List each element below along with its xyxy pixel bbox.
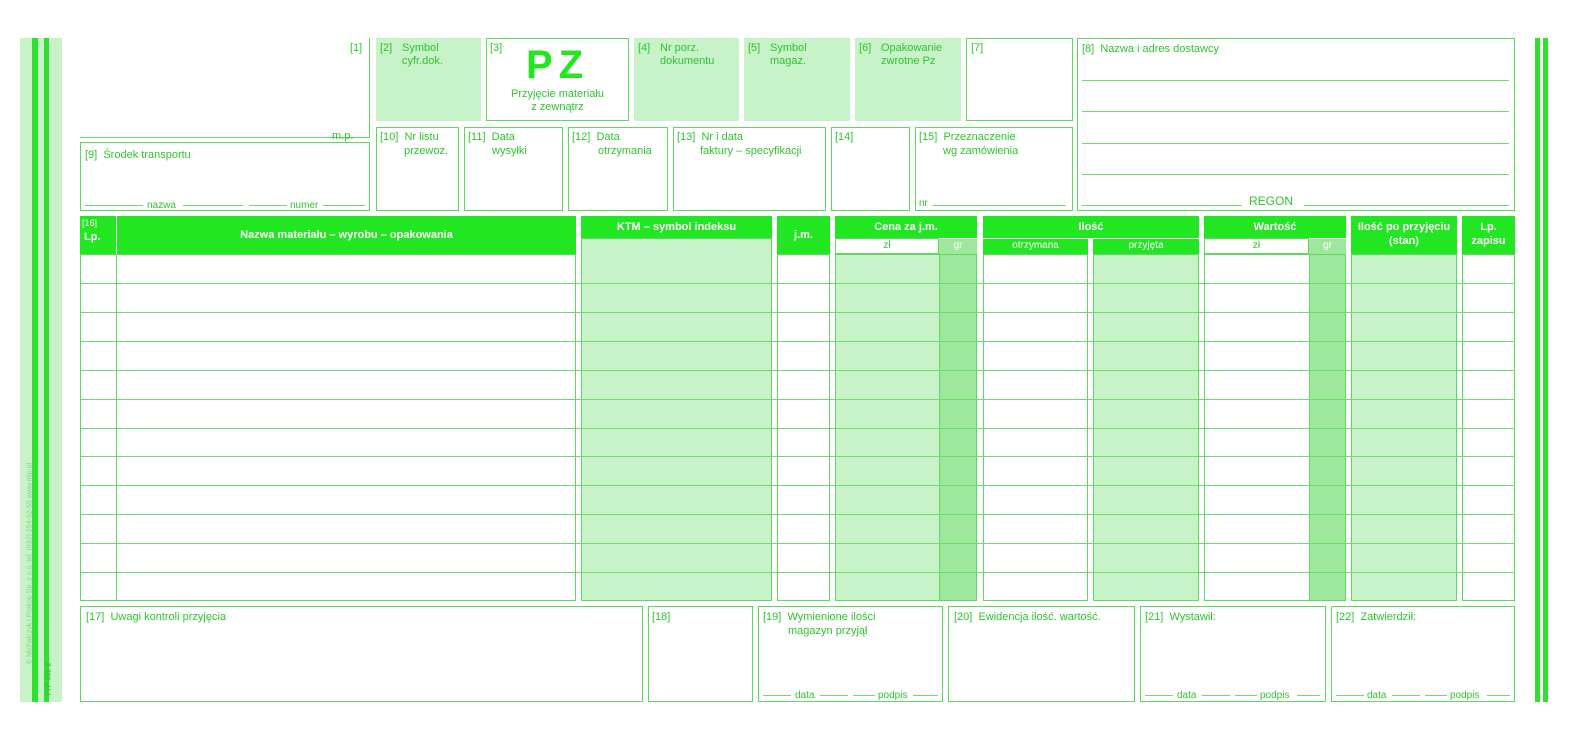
table-row[interactable] [80,428,1515,429]
table-row[interactable] [80,283,1515,284]
right-margin-bar [1535,38,1540,702]
form-type-code: TYP-302-2 [45,662,53,697]
col-header-ilosc: Ilość [983,216,1199,238]
table-row[interactable] [80,341,1515,342]
table-row[interactable] [80,370,1515,371]
table-row[interactable] [80,312,1515,313]
stamp-field[interactable] [80,38,370,138]
table-row[interactable] [80,543,1515,544]
table-row[interactable] [80,485,1515,486]
col-header-ktm: KTM – symbol indeksu [581,216,772,238]
col-header-wartosc: Wartość [1204,216,1346,238]
left-margin-bar [44,38,49,702]
col-header-cena: Cena za j.m. [835,216,977,238]
column-ktm [581,238,772,601]
side-copyright: © Michalczyk i Prokop Sp. z o.o. tel. (032) 254-92-55 www.mip.pl [26,462,34,665]
col-header-name: Nazwa materiału – wyrobu – opakowania [117,216,576,254]
table-row[interactable] [80,456,1515,457]
mp-label: m.p. [332,130,354,142]
document-subtitle-2: z zewnątrz [531,101,584,113]
regon-label: REGON [1249,194,1294,208]
field-1-label: [1] [350,42,363,54]
table-row[interactable] [80,572,1515,573]
right-margin-bar [1543,38,1548,702]
col-header-jm: j.m. [777,216,830,254]
table-row[interactable] [80,514,1515,515]
field-8-supplier-address[interactable] [1077,38,1515,211]
document-subtitle-1: Przyjęcie materiału [511,88,604,100]
table-row[interactable] [80,399,1515,400]
document-title: PZ [525,43,590,87]
